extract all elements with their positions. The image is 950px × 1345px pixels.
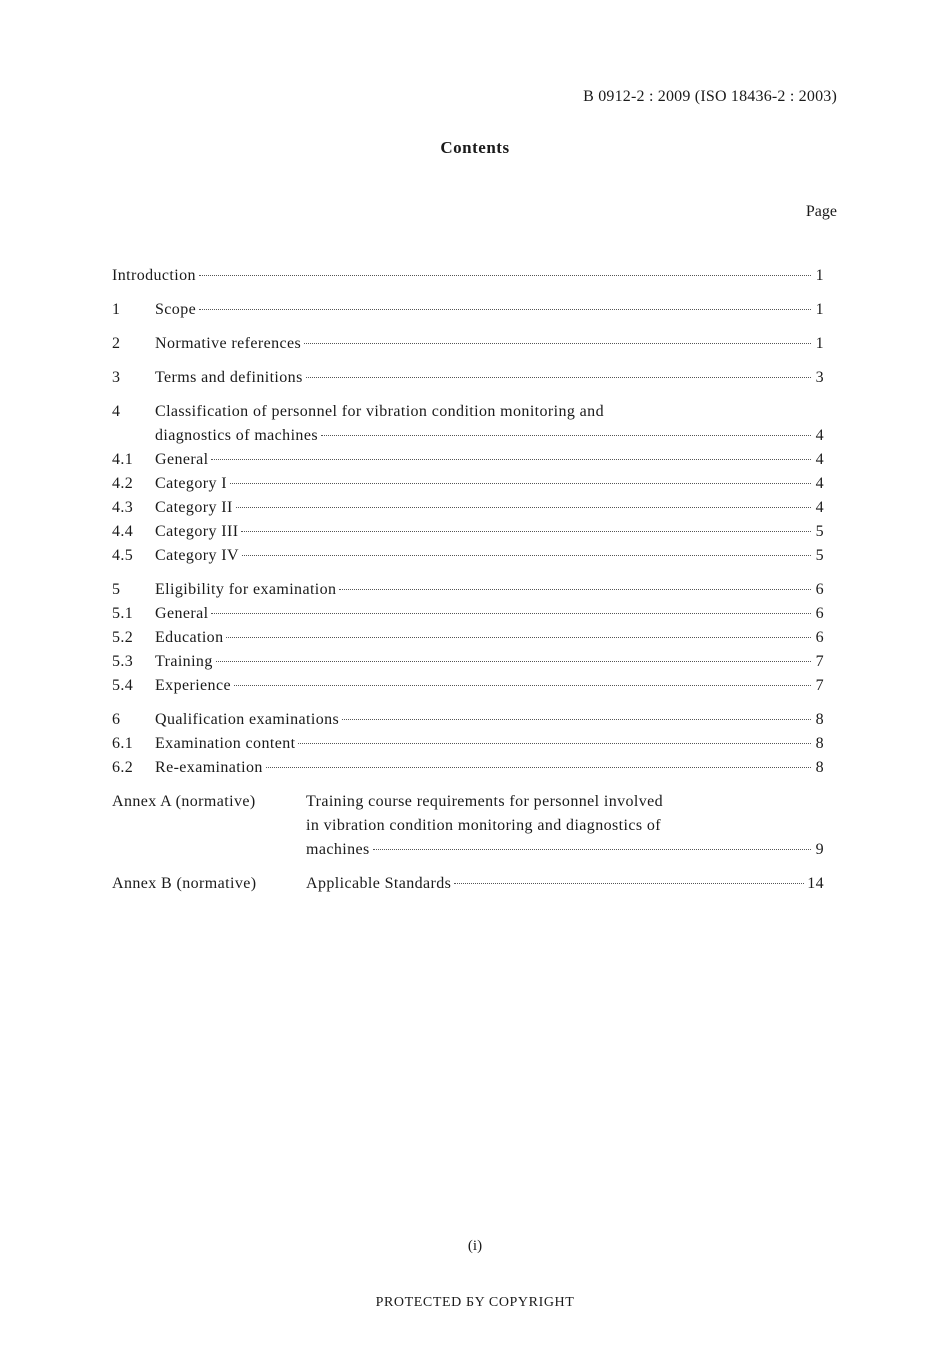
toc-page-number: 6 [815,605,824,622]
toc-section-number: 6.1 [112,735,134,752]
dot-leader [241,531,811,532]
toc-entry-text: Examination content [155,735,296,752]
toc-entry-6[interactable] [112,708,824,732]
toc-section-number: 6 [112,711,121,728]
dot-leader [298,743,811,744]
dot-leader [236,507,811,508]
toc-section-number: 4 [112,403,121,420]
toc-entry-3[interactable] [112,366,824,390]
toc-entry-text: Training [155,653,213,670]
dot-leader [304,343,811,344]
toc-section-number: 5.2 [112,629,134,646]
toc-entry-6-2[interactable] [112,756,824,780]
page-column-label: Page [805,203,837,220]
dot-leader [266,767,811,768]
toc-entry-text: Category IV [155,547,239,564]
page-title: Contents [440,138,510,157]
standard-identifier: B 0912-2 : 2009 (ISO 18436-2 : 2003) [583,88,837,105]
toc-entry-2[interactable] [112,332,824,356]
toc-page-number: 4 [815,451,824,468]
toc-entry-text-line1: Training course requirements for personnel involved [306,793,664,810]
dot-leader [373,849,811,850]
toc-page-number: 4 [815,475,824,492]
toc-entry-4-2[interactable] [112,472,824,496]
toc-page-number: 7 [815,677,824,694]
dot-leader [242,555,811,556]
toc-entry-text: Terms and definitions [155,369,303,386]
toc-entry-5-1[interactable] [112,602,824,626]
copyright-notice: PROTECTED БY COPYRIGHT [375,1295,575,1310]
toc-entry-5-2[interactable] [112,626,824,650]
dot-leader [454,883,804,884]
toc-entry-text-line1: Classification of personnel for vibration condition monitoring and [155,403,604,420]
toc-section-number: 5.1 [112,605,134,622]
toc-page-number: 8 [815,735,824,752]
toc-page-number: 6 [815,629,824,646]
toc-entry-text: Category I [155,475,227,492]
dot-leader [199,309,811,310]
toc-section-number: 4.1 [112,451,134,468]
dot-leader [234,685,811,686]
page-folio: (i) [467,1238,483,1254]
toc-page-number: 3 [815,369,824,386]
dot-leader [226,637,811,638]
toc-entry-text: Education [155,629,224,646]
toc-entry-text: Experience [155,677,231,694]
toc-entry-1[interactable] [112,298,824,322]
toc-entry-4-1[interactable] [112,448,824,472]
toc-entry-text-line2: diagnostics of machines [155,427,318,444]
toc-section-number: 4.5 [112,547,134,564]
toc-page-number: 5 [815,547,824,564]
toc-page-number: 8 [815,759,824,776]
toc-entry-5-3[interactable] [112,650,824,674]
toc-section-number: 1 [112,301,121,318]
toc-entry-text: General [155,451,209,468]
toc-section-number: 6.2 [112,759,134,776]
annex-label: Annex A (normative) [112,793,256,810]
toc-page-number: 1 [815,335,824,352]
toc-section-number: 2 [112,335,121,352]
toc-entry-4[interactable] [112,400,824,448]
toc-entry-text: Applicable Standards [306,875,452,892]
toc-entry-text: Introduction [112,267,196,284]
toc-entry-annex-b[interactable] [112,872,824,896]
toc-entry-text: Re-examination [155,759,263,776]
toc-page-number: 5 [815,523,824,540]
toc-section-number: 3 [112,369,121,386]
dot-leader [306,377,811,378]
toc-page-number: 4 [815,427,824,444]
toc-entry-4-4[interactable] [112,520,824,544]
toc-page-number: 9 [815,841,824,858]
dot-leader [211,459,811,460]
toc-page-number: 14 [807,875,824,892]
toc-page-number: 1 [815,301,824,318]
toc-entry-6-1[interactable] [112,732,824,756]
toc-page-number: 8 [815,711,824,728]
dot-leader [321,435,811,436]
dot-leader [342,719,811,720]
toc-entry-text: Category II [155,499,233,516]
toc-section-number: 5.4 [112,677,134,694]
dot-leader [230,483,811,484]
toc-entry-annex-a[interactable] [112,790,824,862]
dot-leader [199,275,811,276]
toc-page-number: 7 [815,653,824,670]
toc-page-number: 1 [815,267,824,284]
table-of-contents [112,264,824,896]
toc-entry-text-line2: in vibration condition monitoring and diagnostics of [306,817,661,834]
toc-entry-text: Eligibility for examination [155,581,337,598]
toc-section-number: 4.3 [112,499,134,516]
toc-entry-4-5[interactable] [112,544,824,568]
toc-entry-5-4[interactable] [112,674,824,698]
toc-section-number: 5.3 [112,653,134,670]
toc-entry-text: Normative references [155,335,302,352]
toc-section-number: 5 [112,581,121,598]
toc-page-number: 6 [815,581,824,598]
toc-entry-text: Scope [155,301,197,318]
toc-entry-text: Category III [155,523,239,540]
toc-section-number: 4.2 [112,475,134,492]
toc-entry-4-3[interactable] [112,496,824,520]
toc-entry-text: Qualification examinations [155,711,340,728]
toc-section-number: 4.4 [112,523,134,540]
dot-leader [339,589,811,590]
annex-label: Annex B (normative) [112,875,257,892]
toc-entry-5[interactable] [112,578,824,602]
dot-leader [216,661,811,662]
toc-entry-introduction[interactable] [112,264,824,288]
toc-entry-text: General [155,605,209,622]
dot-leader [211,613,811,614]
toc-entry-text-line3: machines [306,841,370,858]
toc-page-number: 4 [815,499,824,516]
